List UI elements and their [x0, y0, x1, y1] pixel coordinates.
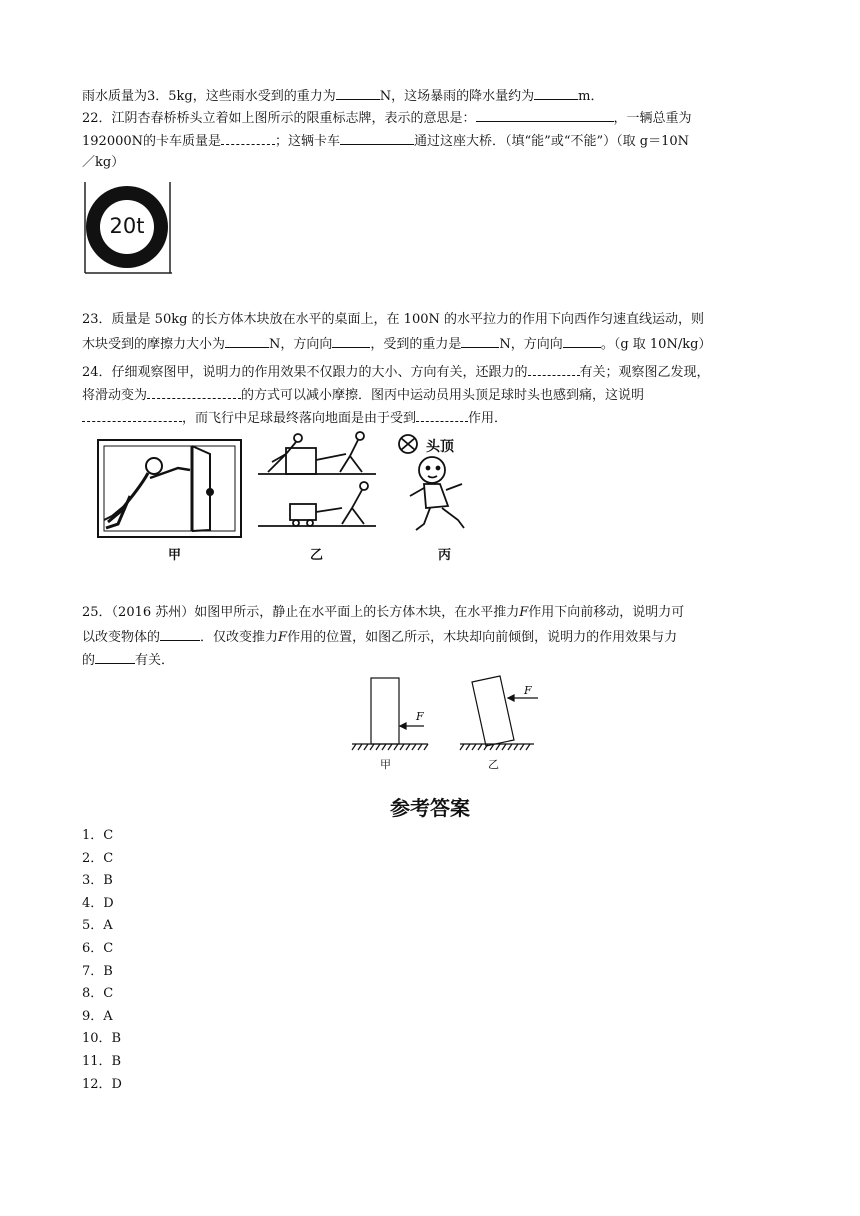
answer-item: 10．B [82, 1031, 122, 1047]
q21-text: m． [578, 89, 604, 104]
figure-label-jia: 甲 [168, 548, 182, 563]
q23-line2 [82, 334, 711, 354]
figure-label-jia: 甲 [380, 758, 391, 771]
q22-text: ／kg） [82, 155, 125, 170]
answer-item: 4．D [82, 895, 114, 911]
q24-text: 作用． [468, 411, 508, 426]
q24-text: 的方式可以减小摩擦．图丙中运动员用头顶足球时头也感到痛，这说明 [241, 388, 645, 403]
answer-item: 7．B [82, 963, 113, 979]
q23-text: 。（g 取 10N/kg） [600, 337, 712, 352]
door-push-icon [98, 440, 241, 537]
answer-blank[interactable] [336, 86, 380, 100]
q25-text: 的 [82, 653, 96, 668]
answer-blank[interactable] [476, 108, 614, 122]
q23-text: N，方向向 [269, 337, 333, 352]
answer-blank[interactable] [332, 334, 370, 348]
friction-comparison-icon [258, 432, 376, 526]
q25-text: 作用的位置，如图乙所示，木块却向前倾倒，说明力的作用效果与力 [287, 630, 678, 645]
q23-text: ，受到的重力是 [370, 337, 462, 352]
weight-limit-sign-figure [84, 182, 174, 274]
q22-line3 [82, 154, 124, 172]
answer-item: 1．C [82, 828, 114, 843]
q21-text: N，这场暴雨的降水量约为 [379, 89, 535, 104]
q22-text: 22．江阴杏春桥桥头立着如上图所示的限重标志牌，表示的意思是： [82, 111, 476, 126]
q25-text: 以改变物体的 [82, 630, 161, 645]
answer-item: 11．B [82, 1054, 122, 1069]
q22-text: 通过这座大桥．（填“能”或“不能”）（取 g＝10N [414, 134, 689, 149]
answer-item: 9．A [82, 1008, 113, 1024]
force-symbol: F [519, 605, 529, 620]
q22-line1 [82, 108, 692, 128]
q24-text: 有关；观察图乙发现， [579, 365, 710, 380]
q23-text: 23．质量是 50kg 的长方体木块放在水平的桌面上，在 100N 的水平拉力的作用下向西作匀速直线运动，则 [82, 312, 705, 327]
answer-blank[interactable] [160, 627, 200, 641]
q22-text: 192000N的卡车质量是 [82, 134, 222, 149]
figure-label-yi: 乙 [488, 758, 499, 771]
block-push-illustration [348, 672, 538, 774]
q24-figure [90, 428, 520, 574]
q24-text: 24．仔细观察图甲，说明力的作用效果不仅跟力的大小、方向有关，还跟力的 [82, 365, 528, 380]
q24-text: ，而飞行中足球最终落向地面是由于受到 [182, 411, 417, 426]
q25-text: ．仅改变推力 [200, 630, 279, 645]
answer-item: 6．C [82, 941, 114, 956]
q25-text: 作用下向前移动，说明力可 [528, 605, 685, 620]
answer-blank[interactable] [528, 362, 580, 376]
head-label: 头顶 [426, 439, 454, 455]
q21-line [82, 86, 603, 106]
q24-line3 [82, 408, 507, 428]
answer-item: 3．B [82, 873, 113, 889]
q23-line1 [82, 311, 704, 329]
answer-item: 2．C [82, 850, 114, 866]
figure-label-yi: 乙 [310, 548, 324, 563]
q24-text: 将滑动变为 [82, 388, 148, 403]
answer-blank[interactable] [225, 334, 269, 348]
answer-item: 12．D [82, 1076, 122, 1092]
answer-blank[interactable] [95, 650, 135, 664]
answer-blank[interactable] [534, 86, 578, 100]
figure-label-bing: 丙 [438, 548, 452, 563]
q25-text: 有关． [135, 653, 175, 668]
answers-title: 参考答案 [390, 796, 470, 820]
q24-line1 [82, 362, 710, 382]
answer-blank[interactable] [461, 334, 499, 348]
answer-blank[interactable] [82, 408, 182, 422]
answer-item: 8．C [82, 986, 114, 1002]
answer-item: 5．A [82, 918, 113, 934]
q21-text: 雨水质量为3．5kg，这些雨水受到的重力为 [82, 89, 336, 104]
force-symbol: F [278, 630, 288, 645]
answer-blank[interactable] [416, 408, 468, 422]
q24-line2 [82, 385, 644, 405]
answer-blank[interactable] [563, 334, 601, 348]
q25-line1 [82, 604, 684, 622]
force-label-jia: F [416, 710, 424, 723]
q25-line2 [82, 627, 677, 647]
q24-illustration [90, 428, 520, 574]
q22-line2 [82, 131, 689, 151]
answer-blank[interactable] [340, 131, 414, 145]
answer-blank[interactable] [147, 385, 241, 399]
q25-line3 [82, 650, 174, 670]
q23-text: 木块受到的摩擦力大小为 [82, 337, 226, 352]
q23-text: N，方向向 [499, 337, 563, 352]
q25-figure [348, 672, 538, 774]
answer-blank[interactable] [221, 131, 275, 145]
q22-text: ，一辆总重为 [613, 111, 692, 126]
q25-text: 25．（2016 苏州）如图甲所示，静止在水平面上的长方体木块，在水平推力 [82, 605, 520, 620]
sign-label: 20t [109, 214, 145, 238]
force-label-yi: F [524, 684, 532, 697]
q22-text: ；这辆卡车 [275, 134, 341, 149]
